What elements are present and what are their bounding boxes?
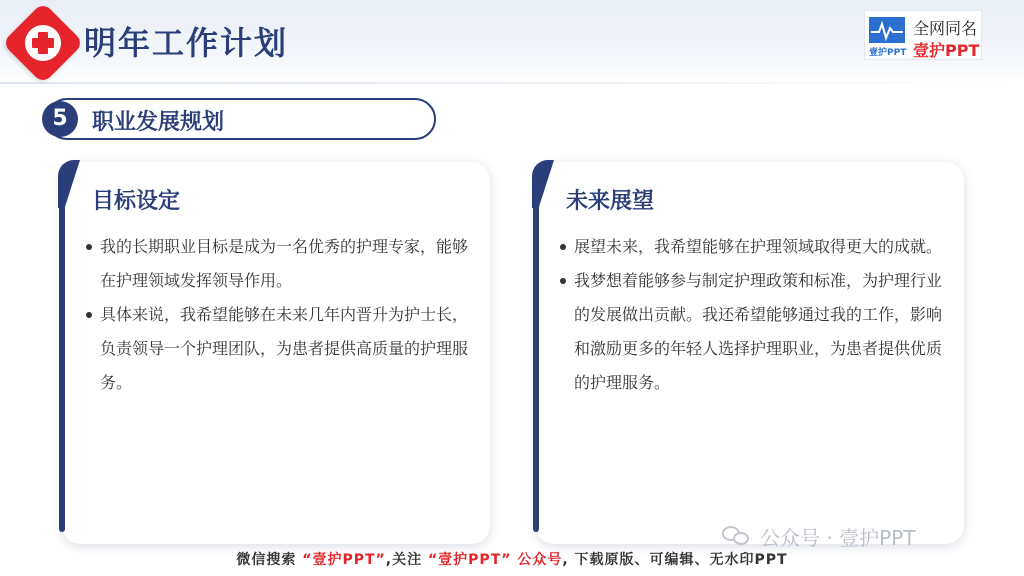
- footer-highlight: 公众号: [517, 552, 563, 568]
- header-divider: [0, 82, 1024, 84]
- list-item: 我梦想着能够参与制定护理政策和标准，为护理行业的发展做出贡献。我还希望能够通过我的工作，影响和激励更多的年轻人选择护理职业，为患者提供优质的护理服务。: [558, 264, 948, 400]
- footer-text: , 下载原版、可编辑、无水印PPT: [562, 552, 788, 568]
- footer-text: 微信搜索: [236, 552, 297, 568]
- page-title: 明年工作计划: [84, 24, 289, 62]
- footer-banner: [0, 548, 1024, 576]
- logo-small-label: 壹护PPT: [869, 48, 907, 58]
- card-edge-accent: [59, 174, 65, 532]
- list-item: 具体来说，我希望能够在未来几年内晋升为护士长，负责领导一个护理团队，为患者提供高质量的护理服务。: [84, 298, 474, 400]
- card-title: 目标设定: [92, 189, 181, 214]
- footer-highlight: “壹护PPT”: [302, 552, 386, 568]
- logo-line1: 全网同名: [913, 19, 978, 38]
- section-title: 职业发展规划: [92, 110, 225, 135]
- brand-logo: [864, 10, 982, 60]
- card-title: 未来展望: [566, 189, 655, 214]
- card-edge-accent: [533, 174, 539, 532]
- outlook-card: [536, 162, 964, 544]
- wechat-icon: [722, 524, 752, 548]
- wechat-watermark: [722, 521, 915, 551]
- section-number-badge: 5: [42, 101, 78, 137]
- footer-text: ,关注: [385, 552, 423, 568]
- heartbeat-icon: [869, 17, 905, 43]
- list-item: 展望未来，我希望能够在护理领域取得更大的成就。: [558, 230, 948, 264]
- list-item: 我的长期职业目标是成为一名优秀的护理专家，能够在护理领域发挥领导作用。: [84, 230, 474, 298]
- card-list: [558, 230, 948, 400]
- footer-highlight: “壹护PPT”: [427, 552, 512, 568]
- goal-card: [62, 162, 490, 544]
- logo-line2: 壹护PPT: [913, 41, 980, 60]
- watermark-text: 公众号 · 壹护PPT: [760, 525, 916, 550]
- card-list: [84, 230, 474, 400]
